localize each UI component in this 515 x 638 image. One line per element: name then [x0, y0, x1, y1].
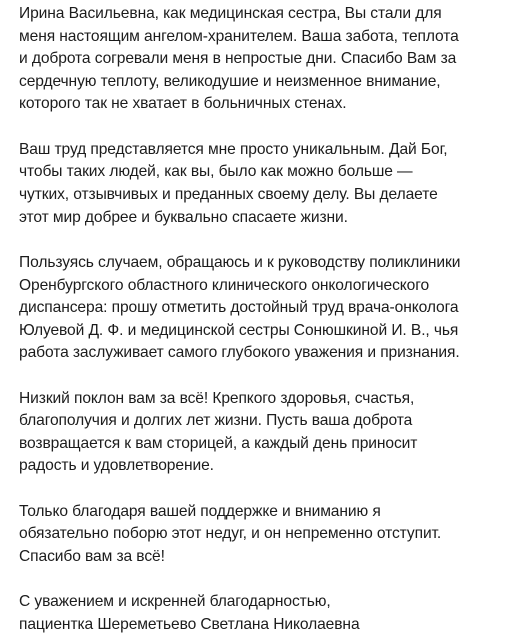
- letter-paragraph-5: Только благодаря вашей поддержке и вниманию я обязательно поборю этот недуг, и он непременно отступит. Спасибо вам за всё!: [19, 502, 442, 566]
- letter-paragraph-3: Пользуясь случаем, обращаюсь и к руководству поликлиники Оренбургского областного клинического онкологического диспансера: прошу отметить достойный труд врача-онколога Юлуевой Д. Ф. и медицинской сестры Сонюшкиной И. В., чья работа заслуживает самого глубокого уважения и признания.: [19, 253, 461, 362]
- letter-paragraph-4: Низкий поклон вам за всё! Крепкого здоровья, счастья, благополучия и долгих лет жизни. Пусть ваша доброта возвращается к вам сторицей, а каждый день приносит радость и удовлетворение.: [19, 389, 418, 475]
- letter-paragraph-2: Ваш труд представляется мне просто уникальным. Дай Бог, чтобы таких людей, как вы, было как можно больше — чутких, отзывчивых и преданных своему делу. Вы делаете этот мир добрее и буквально спасаете жизни.: [19, 140, 448, 226]
- letter-signature: С уважением и искренней благодарностью, пациентка Шереметьево Светлана Николаевна: [19, 593, 360, 634]
- letter-paragraph-1: Ирина Васильевна, как медицинская сестра, Вы стали для меня настоящим ангелом-хранителем. Ваша забота, теплота и доброта согревали меня в непростые дни. Спасибо Вам за сердечную теплоту, великодушие и неизменное внимание, которого так не хватает в больничных стенах.: [19, 5, 459, 113]
- letter-body: [19, 3, 511, 637]
